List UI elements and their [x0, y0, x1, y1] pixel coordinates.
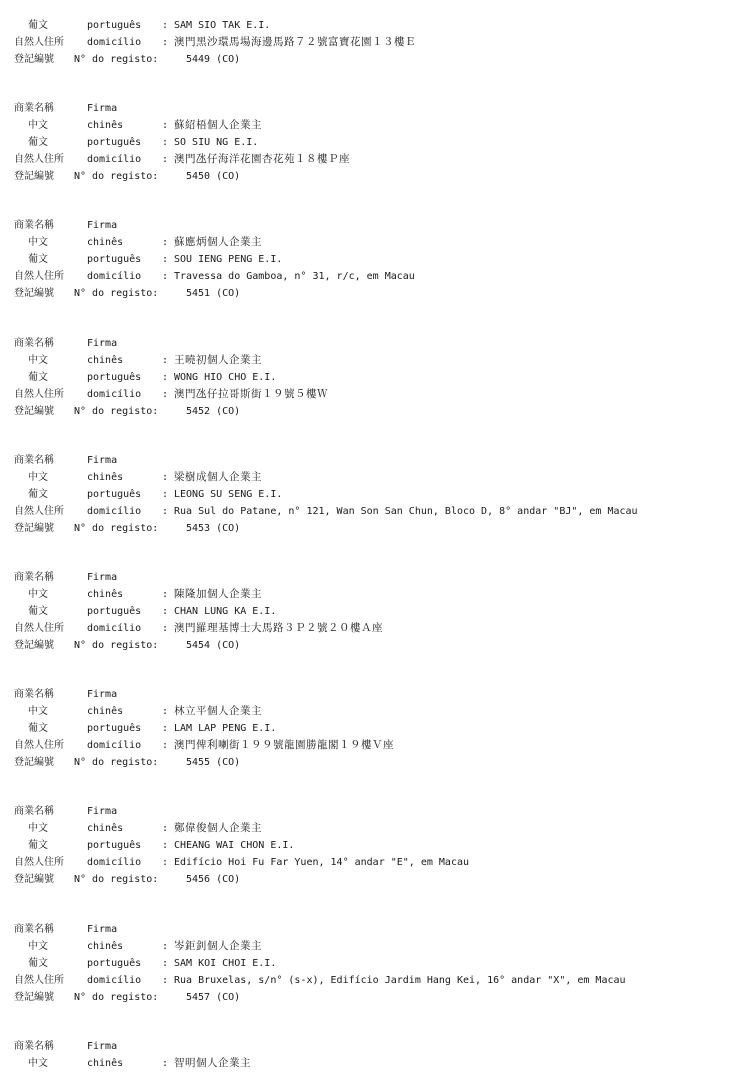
chinese-name-line	[0, 820, 740, 837]
portuguese-name-value: SAM SIO TAK E.I.	[174, 20, 271, 31]
field-colon: :	[162, 154, 169, 165]
field-colon: :	[162, 723, 169, 734]
domicile-line	[0, 972, 740, 989]
portuguese-name-line	[0, 955, 740, 972]
portuguese-name-line	[0, 486, 740, 503]
registry-label-pt: N° do registo:	[74, 874, 159, 885]
portuguese-label-pt: português	[87, 723, 142, 734]
field-colon: :	[162, 857, 169, 868]
chinese-label-pt: chinês	[87, 706, 124, 717]
firm-label-zh: 商業名稱	[14, 1041, 54, 1052]
chinese-name-value: 林立平個人企業主	[174, 705, 262, 717]
chinese-name-value: 蘇應炳個人企業主	[174, 236, 262, 248]
chinese-name-value: 鄭偉俊個人企業主	[174, 822, 262, 834]
chinese-label-zh: 中文	[28, 941, 48, 952]
field-colon: :	[162, 941, 169, 952]
chinese-label-pt: chinês	[87, 941, 124, 952]
chinese-name-line	[0, 1055, 740, 1072]
registry-label-zh: 登記編號	[14, 992, 54, 1003]
domicile-line	[0, 386, 740, 403]
portuguese-name-line	[0, 603, 740, 620]
registry-number-value: 5450 (CO)	[186, 171, 241, 182]
field-colon: :	[162, 37, 169, 48]
portuguese-name-value: LEONG SU SENG E.I.	[174, 489, 283, 500]
portuguese-label-pt: português	[87, 840, 142, 851]
domicile-label-pt: domicílio	[87, 154, 142, 165]
portuguese-name-value: CHEANG WAI CHON E.I.	[174, 840, 295, 851]
chinese-name-value: 王曉初個人企業主	[174, 354, 262, 366]
chinese-name-line	[0, 352, 740, 369]
registry-line	[0, 403, 740, 420]
domicile-label-zh: 自然人住所	[14, 975, 64, 986]
domicile-label-zh: 自然人住所	[14, 857, 64, 868]
registry-line	[0, 754, 740, 771]
firm-line	[0, 569, 740, 586]
portuguese-label-zh: 葡文	[28, 20, 48, 31]
field-colon: :	[162, 271, 169, 282]
domicile-value: Edifício Hoi Fu Far Yuen, 14° andar "E", em Macau	[174, 857, 470, 868]
domicile-line	[0, 854, 740, 871]
domicile-line	[0, 620, 740, 637]
portuguese-label-pt: português	[87, 606, 142, 617]
chinese-label-pt: chinês	[87, 120, 124, 131]
portuguese-label-pt: português	[87, 254, 142, 265]
portuguese-name-value: WONG HIO CHO E.I.	[174, 372, 277, 383]
portuguese-name-line	[0, 837, 740, 854]
domicile-label-zh: 自然人住所	[14, 154, 64, 165]
firm-line	[0, 686, 740, 703]
domicile-line	[0, 34, 740, 51]
field-colon: :	[162, 254, 169, 265]
chinese-label-pt: chinês	[87, 1058, 124, 1069]
field-colon: :	[162, 237, 169, 248]
domicile-label-pt: domicílio	[87, 740, 142, 751]
field-colon: :	[162, 975, 169, 986]
domicile-label-pt: domicílio	[87, 37, 142, 48]
field-colon: :	[162, 823, 169, 834]
registry-line	[0, 168, 740, 185]
firm-label-zh: 商業名稱	[14, 572, 54, 583]
field-colon: :	[162, 840, 169, 851]
firm-line	[0, 803, 740, 820]
chinese-label-pt: chinês	[87, 237, 124, 248]
field-colon: :	[162, 472, 169, 483]
registry-label-zh: 登記編號	[14, 640, 54, 651]
chinese-name-line	[0, 117, 740, 134]
domicile-value: Rua Bruxelas, s/n° (s-x), Edifício Jardim Hang Kei, 16° andar "X", em Macau	[174, 975, 626, 986]
portuguese-label-pt: português	[87, 489, 142, 500]
registry-label-pt: N° do registo:	[74, 288, 159, 299]
domicile-value: 澳門氹仔海洋花園杏花苑１８樓Ｐ座	[174, 153, 350, 165]
firm-line	[0, 452, 740, 469]
portuguese-name-value: SO SIU NG E.I.	[174, 137, 259, 148]
registry-label-pt: N° do registo:	[74, 757, 159, 768]
portuguese-name-value: CHAN LUNG KA E.I.	[174, 606, 277, 617]
registry-label-pt: N° do registo:	[74, 406, 159, 417]
registry-number-value: 5449 (CO)	[186, 54, 241, 65]
field-colon: :	[162, 489, 169, 500]
firm-line	[0, 100, 740, 117]
chinese-label-zh: 中文	[28, 823, 48, 834]
registry-line	[0, 989, 740, 1006]
domicile-label-zh: 自然人住所	[14, 740, 64, 751]
portuguese-name-line	[0, 720, 740, 737]
firm-label-zh: 商業名稱	[14, 455, 54, 466]
registry-label-pt: N° do registo:	[74, 54, 159, 65]
portuguese-name-line	[0, 369, 740, 386]
firm-label-zh: 商業名稱	[14, 806, 54, 817]
domicile-label-zh: 自然人住所	[14, 623, 64, 634]
chinese-name-value: 陳隆加個人企業主	[174, 588, 262, 600]
chinese-label-zh: 中文	[28, 589, 48, 600]
firm-label-zh: 商業名稱	[14, 689, 54, 700]
domicile-value: 澳門黑沙環馬場海邊馬路７２號富寶花園１３樓Ｅ	[174, 36, 416, 48]
firm-label-zh: 商業名稱	[14, 924, 54, 935]
domicile-value: Travessa do Gamboa, n° 31, r/c, em Macau	[174, 271, 415, 282]
registry-label-zh: 登記編號	[14, 523, 54, 534]
domicile-label-pt: domicílio	[87, 857, 142, 868]
domicile-label-pt: domicílio	[87, 975, 142, 986]
portuguese-label-zh: 葡文	[28, 254, 48, 265]
firm-label-zh: 商業名稱	[14, 220, 54, 231]
registry-label-zh: 登記編號	[14, 757, 54, 768]
chinese-name-value: 梁樹成個人企業主	[174, 471, 262, 483]
field-colon: :	[162, 355, 169, 366]
chinese-name-line	[0, 703, 740, 720]
portuguese-label-zh: 葡文	[28, 958, 48, 969]
chinese-name-value: 岑鉅釗個人企業主	[174, 940, 262, 952]
domicile-value: Rua Sul do Patane, n° 121, Wan Son San Chun, Bloco D, 8° andar "BJ", em Macau	[174, 506, 638, 517]
registry-label-zh: 登記編號	[14, 171, 54, 182]
firm-label-pt: Firma	[87, 572, 118, 583]
portuguese-label-zh: 葡文	[28, 723, 48, 734]
firm-label-pt: Firma	[87, 220, 118, 231]
firm-line	[0, 335, 740, 352]
portuguese-label-pt: português	[87, 958, 142, 969]
firm-label-pt: Firma	[87, 1041, 118, 1052]
domicile-line	[0, 268, 740, 285]
registry-line	[0, 285, 740, 302]
registry-line	[0, 637, 740, 654]
domicile-label-pt: domicílio	[87, 506, 142, 517]
firm-label-pt: Firma	[87, 103, 118, 114]
firm-line	[0, 921, 740, 938]
domicile-value: 澳門羅理基博士大馬路３Ｐ２號２０樓Ａ座	[174, 622, 383, 634]
field-colon: :	[162, 120, 169, 131]
registry-number-value: 5452 (CO)	[186, 406, 241, 417]
firm-line	[0, 217, 740, 234]
domicile-line	[0, 737, 740, 754]
registry-line	[0, 520, 740, 537]
firm-label-pt: Firma	[87, 689, 118, 700]
registry-label-pt: N° do registo:	[74, 992, 159, 1003]
portuguese-label-zh: 葡文	[28, 606, 48, 617]
field-colon: :	[162, 606, 169, 617]
domicile-line	[0, 503, 740, 520]
portuguese-name-line	[0, 17, 740, 34]
chinese-name-line	[0, 234, 740, 251]
domicile-value: 澳門俾利喇街１９９號龍園勝龍閣１９樓Ｖ座	[174, 739, 394, 751]
registry-label-zh: 登記編號	[14, 288, 54, 299]
chinese-label-zh: 中文	[28, 1058, 48, 1069]
field-colon: :	[162, 137, 169, 148]
registry-label-pt: N° do registo:	[74, 640, 159, 651]
portuguese-label-zh: 葡文	[28, 137, 48, 148]
chinese-label-zh: 中文	[28, 472, 48, 483]
registry-number-value: 5454 (CO)	[186, 640, 241, 651]
portuguese-name-line	[0, 134, 740, 151]
chinese-label-zh: 中文	[28, 355, 48, 366]
registry-number-value: 5451 (CO)	[186, 288, 241, 299]
domicile-label-zh: 自然人住所	[14, 37, 64, 48]
chinese-label-pt: chinês	[87, 823, 124, 834]
firm-label-pt: Firma	[87, 338, 118, 349]
registry-label-pt: N° do registo:	[74, 523, 159, 534]
domicile-label-pt: domicílio	[87, 389, 142, 400]
portuguese-name-line	[0, 251, 740, 268]
registry-line	[0, 871, 740, 888]
field-colon: :	[162, 1058, 169, 1069]
registry-label-zh: 登記編號	[14, 874, 54, 885]
firm-label-pt: Firma	[87, 924, 118, 935]
registry-number-value: 5453 (CO)	[186, 523, 241, 534]
domicile-label-zh: 自然人住所	[14, 271, 64, 282]
chinese-label-zh: 中文	[28, 120, 48, 131]
portuguese-label-zh: 葡文	[28, 840, 48, 851]
field-colon: :	[162, 372, 169, 383]
firm-label-pt: Firma	[87, 806, 118, 817]
registry-number-value: 5457 (CO)	[186, 992, 241, 1003]
registry-number-value: 5456 (CO)	[186, 874, 241, 885]
portuguese-name-value: SOU IENG PENG E.I.	[174, 254, 283, 265]
domicile-label-pt: domicílio	[87, 623, 142, 634]
portuguese-name-value: SAM KOI CHOI E.I.	[174, 958, 277, 969]
registry-label-pt: N° do registo:	[74, 171, 159, 182]
chinese-name-value: 智明個人企業主	[174, 1057, 251, 1069]
domicile-label-zh: 自然人住所	[14, 389, 64, 400]
firm-label-zh: 商業名稱	[14, 338, 54, 349]
field-colon: :	[162, 20, 169, 31]
portuguese-label-pt: português	[87, 372, 142, 383]
portuguese-label-zh: 葡文	[28, 489, 48, 500]
portuguese-label-pt: português	[87, 20, 142, 31]
portuguese-name-value: LAM LAP PENG E.I.	[174, 723, 277, 734]
chinese-label-pt: chinês	[87, 589, 124, 600]
field-colon: :	[162, 506, 169, 517]
registry-label-zh: 登記編號	[14, 406, 54, 417]
chinese-name-line	[0, 938, 740, 955]
field-colon: :	[162, 389, 169, 400]
chinese-name-line	[0, 586, 740, 603]
registry-label-zh: 登記編號	[14, 54, 54, 65]
firm-label-zh: 商業名稱	[14, 103, 54, 114]
field-colon: :	[162, 589, 169, 600]
domicile-label-pt: domicílio	[87, 271, 142, 282]
chinese-name-value: 蘇紹梧個人企業主	[174, 119, 262, 131]
portuguese-label-zh: 葡文	[28, 372, 48, 383]
chinese-label-pt: chinês	[87, 472, 124, 483]
field-colon: :	[162, 706, 169, 717]
firm-label-pt: Firma	[87, 455, 118, 466]
field-colon: :	[162, 958, 169, 969]
firm-line	[0, 1038, 740, 1055]
domicile-value: 澳門氹仔拉哥斯街１９號５樓Ｗ	[174, 388, 328, 400]
chinese-label-zh: 中文	[28, 706, 48, 717]
chinese-label-pt: chinês	[87, 355, 124, 366]
chinese-name-line	[0, 469, 740, 486]
registry-line	[0, 51, 740, 68]
chinese-label-zh: 中文	[28, 237, 48, 248]
registry-number-value: 5455 (CO)	[186, 757, 241, 768]
domicile-label-zh: 自然人住所	[14, 506, 64, 517]
portuguese-label-pt: português	[87, 137, 142, 148]
field-colon: :	[162, 623, 169, 634]
domicile-line	[0, 151, 740, 168]
field-colon: :	[162, 740, 169, 751]
